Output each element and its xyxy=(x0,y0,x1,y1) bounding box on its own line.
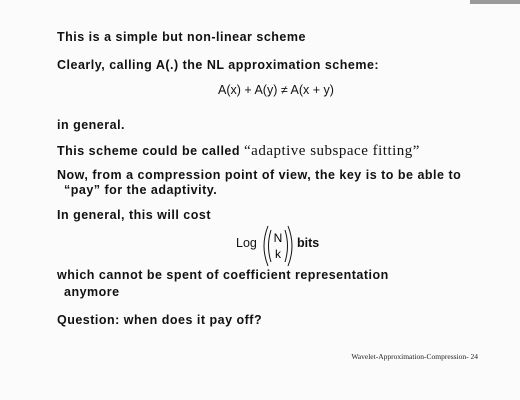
line-compression-2: “pay” for the adaptivity. xyxy=(64,183,218,197)
binomial-coefficient xyxy=(260,224,296,268)
log-label: Log xyxy=(236,236,257,250)
outer-right-paren xyxy=(288,226,292,266)
line-in-general: in general. xyxy=(57,118,126,132)
binomial-n: N xyxy=(273,231,283,245)
bits-label: bits xyxy=(297,236,320,250)
scan-artifact xyxy=(470,0,520,4)
adaptive-prefix: This scheme could be called xyxy=(57,144,241,158)
line-compression-1: Now, from a compression point of view, the key is to be able to xyxy=(57,168,462,182)
line-question: Question: when does it pay off? xyxy=(57,313,263,327)
inner-right-paren xyxy=(285,230,288,262)
cost-formula xyxy=(236,224,346,268)
line-cost: In general, this will cost xyxy=(57,208,212,222)
line-simple-scheme: This is a simple but non-linear scheme xyxy=(57,30,306,44)
outer-left-paren xyxy=(264,226,268,266)
slide-footer: Wavelet-Approximation-Compression- 24 xyxy=(351,352,478,361)
nonlinearity-formula: A(x) + A(y) ≠ A(x + y) xyxy=(218,83,334,97)
line-cannot-spend-1: which cannot be spent of coefficient representation xyxy=(57,268,389,282)
line-clearly: Clearly, calling A(.) the NL approximation scheme: xyxy=(57,58,380,72)
inner-left-paren xyxy=(269,230,272,262)
binomial-k: k xyxy=(275,247,281,261)
line-adaptive-fitting xyxy=(57,143,420,160)
line-cannot-spend-2: anymore xyxy=(64,285,120,299)
adaptive-term: “adaptive subspace fitting” xyxy=(244,143,420,159)
